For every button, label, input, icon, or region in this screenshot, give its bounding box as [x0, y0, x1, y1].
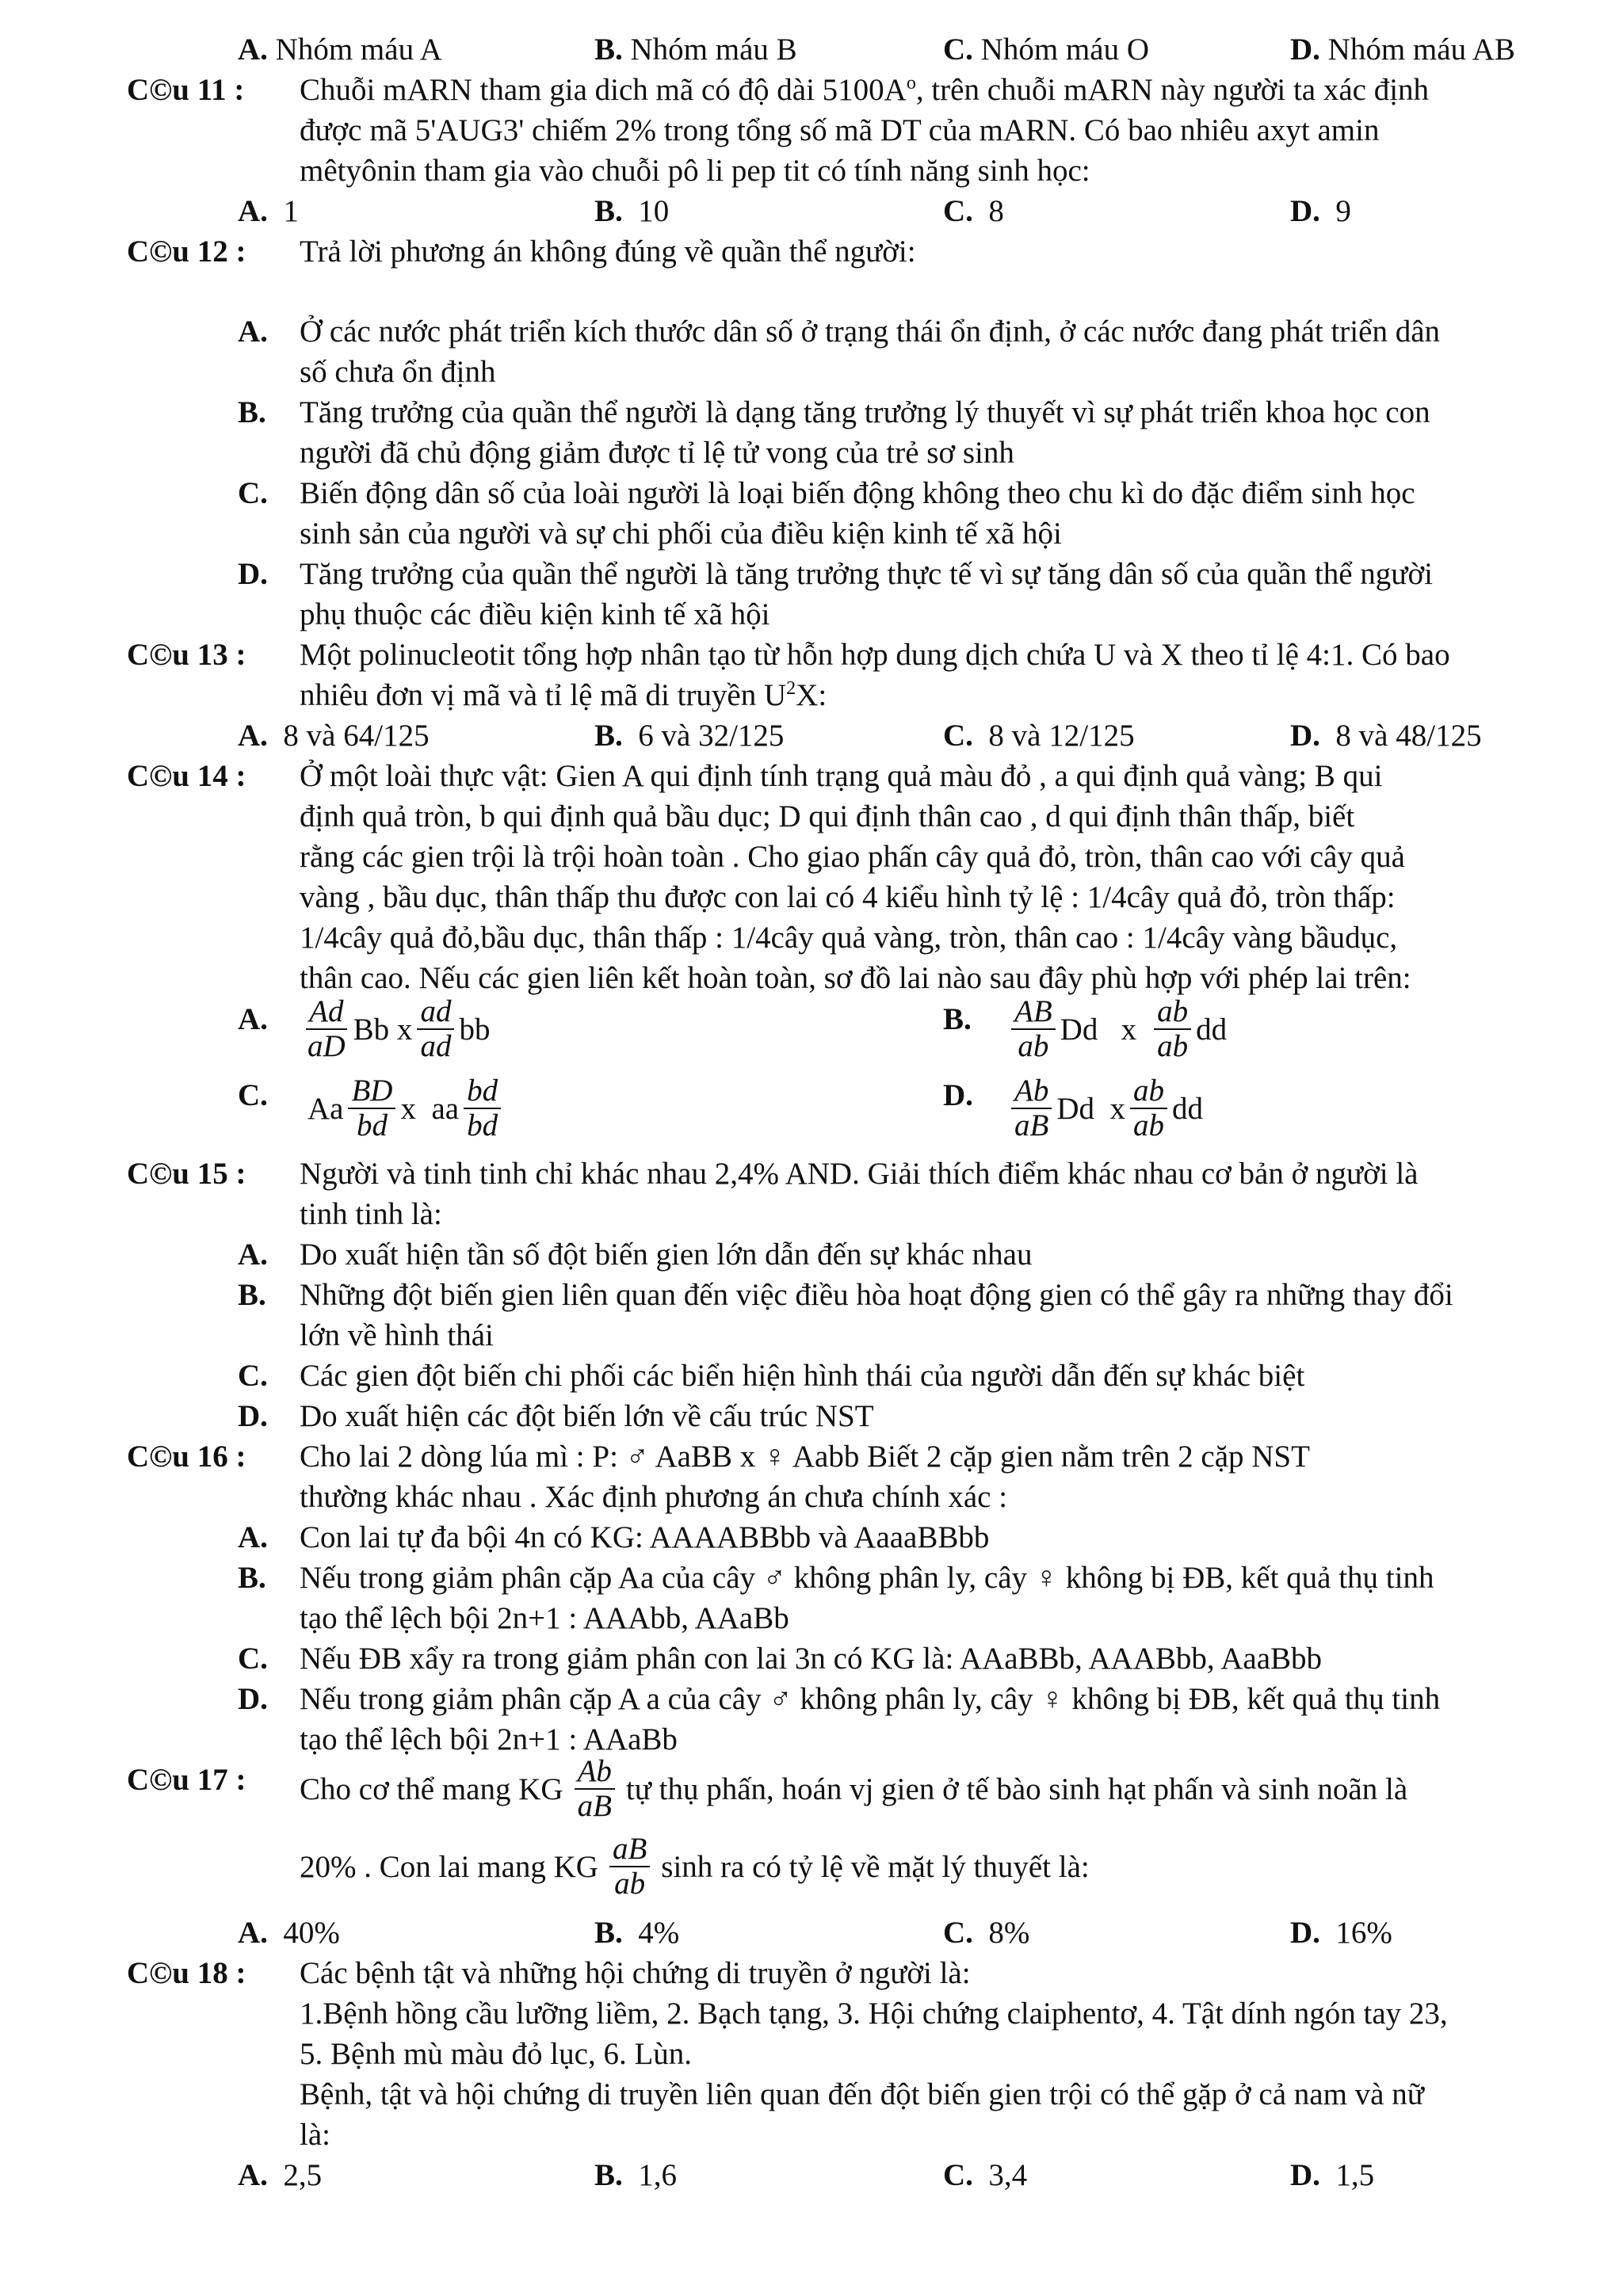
q12-letter-a: A. — [238, 315, 268, 349]
fraction: $\frac{Ab}{aB}$ — [575, 1755, 615, 1823]
q18-label: C©u 18 : — [127, 1956, 246, 1990]
q12-stem: Trả lời phương án không đúng về quần thể người: — [300, 235, 916, 269]
q16-option-c: Nếu ĐB xẩy ra trong giảm phân con lai 3n có KG là: AAaBBb, AAABbb, AaaBbb — [300, 1642, 1323, 1676]
q16-letter-b: B. — [238, 1561, 266, 1595]
q17-line-2: 20% . Con lai mang KG $\frac{aB}{ab}$ sinh ra có tỷ lệ về mặt lý thuyết là: — [300, 1832, 1090, 1901]
q10-option-b: B. Nhóm máu B — [594, 32, 797, 67]
q11-line-2: được mã 5'AUG3' chiếm 2% trong tổng số mã DT của mARN. Có bao nhiêu axyt amin — [300, 113, 1380, 147]
q13-option-c: C. 8 và 12/125 — [943, 719, 1135, 753]
q14-line-4: vàng , bầu dục, thân thấp thu được con lai có 4 kiểu hình tỷ lệ : 1/4cây quả đỏ, tròn thấp: — [300, 880, 1396, 914]
q15-letter-d: D. — [238, 1399, 268, 1433]
fraction: $\frac{AB}{ab}$ — [1011, 995, 1056, 1063]
q16-label: C©u 16 : — [127, 1440, 246, 1474]
fraction: $\frac{Ad}{aD}$ — [307, 994, 346, 1063]
q11-line-1: Chuỗi mARN tham gia dich mã có độ dài $5100A^o$, trên chuỗi mARN này người ta xác định — [300, 73, 1430, 107]
q15-line-1: Người và tinh tinh chỉ khác nhau 2,4% AND. Giải thích điểm khác nhau cơ bản ở người là — [300, 1157, 1419, 1191]
q17-label: C©u 17 : — [127, 1763, 246, 1797]
q14-letter-d: D. — [943, 1078, 973, 1112]
fraction: $\frac{bd}{bd}$ — [464, 1074, 501, 1142]
q12-option-c-line-2: sinh sản của người và sự chi phối của điều kiện kinh tế xã hội — [300, 517, 1062, 551]
q15-option-b-line-1: Những đột biến gien liên quan đến việc điều hòa hoạt động gien có thể gây ra những thay đổi — [300, 1278, 1453, 1312]
q14-line-2: định quả tròn, b qui định quả bầu dục; D qui định thân cao , d qui định thân thấp, biết — [300, 799, 1355, 833]
q14-option-c: Aa $\frac{BD}{bd}$ x aa $\frac{bd}{bd}$ — [307, 1074, 506, 1142]
q15-letter-b: B. — [238, 1278, 266, 1312]
q15-line-2: tinh tinh là: — [300, 1197, 442, 1231]
q12-letter-c: C. — [238, 476, 268, 510]
q12-option-c-line-1: Biến động dân số của loài người là loại biến động không theo chu kì do đặc điểm sinh học — [300, 476, 1415, 510]
q10-option-c: C. Nhóm máu O — [943, 32, 1149, 67]
q11-option-c: C. 8 — [943, 194, 1004, 228]
q18-option-b: B. 1,6 — [594, 2158, 678, 2192]
fraction: $\frac{ad}{ad}$ — [417, 995, 454, 1063]
q12-option-a-line-1: Ở các nước phát triển kích thước dân số ở trạng thái ổn định, ở các nước đang phát triển dân — [300, 315, 1441, 349]
q11-label: C©u 11 : — [127, 73, 245, 107]
q18-line-1: 1.Bệnh hồng cầu lưỡng liềm, 2. Bạch tạng, 3. Hội chứng claiphentơ, 4. Tật dính ngón tay 23, — [300, 1997, 1448, 2031]
q12-option-d-line-1: Tăng trưởng của quần thể người là tăng trưởng thực tế vì sự tăng dân số của quần thể người — [300, 557, 1433, 591]
q13-option-a: A. 8 và 64/125 — [238, 719, 430, 753]
q14-letter-c: C. — [238, 1078, 268, 1112]
q16-letter-c: C. — [238, 1642, 268, 1676]
q12-option-d-line-2: phụ thuộc các điều kiện kinh tế xã hội — [300, 597, 770, 631]
fraction: $\frac{ab}{ab}$ — [1130, 1074, 1167, 1142]
q14-option-a: $\frac{Ad}{aD}$ Bb x $\frac{ad}{ad}$ bb — [300, 995, 490, 1063]
q12-option-b-line-2: người đã chủ động giảm được tỉ lệ tử vong của trẻ sơ sinh — [300, 436, 1014, 470]
q16-option-a: Con lai tự đa bội 4n có KG: AAAABBbb và AaaaBBbb — [300, 1520, 990, 1554]
q14-option-b: $\frac{AB}{ab}$ Dd x $\frac{ab}{ab}$ dd — [1006, 995, 1227, 1063]
q15-letter-c: C. — [238, 1359, 268, 1393]
q14-line-5: 1/4cây quả đỏ,bầu dục, thân thấp : 1/4cây quả vàng, tròn, thân cao : 1/4cây vàng bầudục, — [300, 921, 1398, 955]
q17-option-a: A. 40% — [238, 1916, 340, 1950]
q12-option-b-line-1: Tăng trưởng của quần thể người là dạng tăng trưởng lý thuyết vì sự phát triển khoa học con — [300, 395, 1430, 429]
q11-option-a: A. 1 — [238, 194, 299, 228]
q11-option-d: D. 9 — [1290, 194, 1351, 228]
q16-option-d-line-2: tạo thể lệch bội 2n+1 : AAaBb — [300, 1722, 678, 1756]
q12-option-a-line-2: số chưa ổn định — [300, 355, 496, 389]
q12-letter-d: D. — [238, 557, 268, 591]
q16-option-d-line-1: Nếu trong giảm phân cặp A a của cây ♂ không phân ly, cây ♀ không bị ĐB, kết quả thụ tinh — [300, 1682, 1441, 1716]
fraction: $\frac{Ab}{aB}$ — [1011, 1074, 1052, 1142]
q11-option-b: B. 10 — [594, 194, 670, 228]
q13-option-d: D. 8 và 48/125 — [1290, 719, 1482, 753]
q14-line-3: rằng các gien trội là trội hoàn toàn . Cho giao phấn cây quả đỏ, tròn, thân cao với cây quả — [300, 840, 1405, 874]
q17-option-c: C. 8% — [943, 1916, 1030, 1950]
q18-option-d: D. 1,5 — [1290, 2158, 1375, 2192]
q14-letter-a: A. — [238, 1002, 268, 1036]
q17-option-b: B. 4% — [594, 1916, 680, 1950]
q18-option-c: C. 3,4 — [943, 2158, 1028, 2192]
q11-line-3: mêtyônin tham gia vào chuỗi pô li pep tit có tính năng sinh học: — [300, 154, 1090, 188]
q16-line-2: thường khác nhau . Xác định phương án chưa chính xác : — [300, 1480, 1008, 1514]
q15-label: C©u 15 : — [127, 1157, 246, 1191]
q18-stem: Các bệnh tật và những hội chứng di truyền ở người là: — [300, 1956, 971, 1990]
q14-line-1: Ở một loài thực vật: Gien A qui định tính trạng quả màu đỏ , a qui định quả vàng; B qui — [300, 759, 1383, 793]
q15-option-a: Do xuất hiện tần số đột biến gien lớn dẫn đến sự khác nhau — [300, 1238, 1033, 1272]
q13-option-b: B. 6 và 32/125 — [594, 719, 785, 753]
q16-option-b-line-1: Nếu trong giảm phân cặp Aa của cây ♂ không phân ly, cây ♀ không bị ĐB, kết quả thụ tinh — [300, 1561, 1434, 1595]
q18-option-a: A. 2,5 — [238, 2158, 323, 2192]
q17-line-1: Cho cơ thể mang KG $\frac{Ab}{aB}$ tự thụ phấn, hoán vj gien ở tế bào sinh hạt phấn và sinh noãn là — [300, 1754, 1408, 1823]
q12-letter-b: B. — [238, 395, 266, 429]
q14-letter-b: B. — [943, 1002, 972, 1036]
fraction: $\frac{aB}{ab}$ — [609, 1833, 650, 1901]
fraction: $\frac{ab}{ab}$ — [1154, 995, 1191, 1063]
q16-letter-a: A. — [238, 1520, 268, 1554]
q13-label: C©u 13 : — [127, 638, 246, 672]
q16-letter-d: D. — [238, 1682, 268, 1716]
q18-line-2: 5. Bệnh mù màu đỏ lục, 6. Lùn. — [300, 2037, 693, 2071]
q18-line-3: Bệnh, tật và hội chứng di truyền liên quan đến đột biến gien trội có thể gặp ở cả nam và nữ — [300, 2077, 1424, 2111]
q16-line-1: Cho lai 2 dòng lúa mì : P: ♂ AaBB x ♀ Aabb Biết 2 cặp gien nằm trên 2 cặp NST — [300, 1440, 1310, 1474]
q18-line-4: là: — [300, 2118, 330, 2152]
q13-line-2: nhiêu đơn vị mã và tỉ lệ mã di truyền $U^2X$: — [300, 678, 827, 712]
q14-option-d: $\frac{Ab}{aB}$ Dd x $\frac{ab}{ab}$ dd — [1006, 1074, 1203, 1142]
q15-option-b-line-2: lớn về hình thái — [300, 1318, 494, 1352]
q16-option-b-line-2: tạo thể lệch bội 2n+1 : AAAbb, AAaBb — [300, 1601, 789, 1635]
q12-label: C©u 12 : — [127, 235, 246, 269]
q15-letter-a: A. — [238, 1238, 268, 1272]
q15-option-c: Các gien đột biến chi phối các biển hiện hình thái của người dẫn đến sự khác biệt — [300, 1359, 1305, 1393]
q14-label: C©u 14 : — [127, 759, 246, 793]
q14-line-6: thân cao. Nếu các gien liên kết hoàn toàn, sơ đồ lai nào sau đây phù hợp với phép lai trên: — [300, 961, 1411, 995]
q13-line-1: Một polinucleotit tổng hợp nhân tạo từ hỗn hợp dung dịch chứa U và X theo tỉ lệ 4:1. Có bao — [300, 638, 1450, 672]
fraction: $\frac{BD}{bd}$ — [348, 1074, 395, 1142]
q10-option-a: A. Nhóm máu A — [238, 32, 442, 67]
q10-option-d: D. Nhóm máu AB — [1290, 32, 1515, 67]
q17-option-d: D. 16% — [1290, 1916, 1392, 1950]
q15-option-d: Do xuất hiện các đột biến lớn về cấu trúc NST — [300, 1399, 874, 1433]
